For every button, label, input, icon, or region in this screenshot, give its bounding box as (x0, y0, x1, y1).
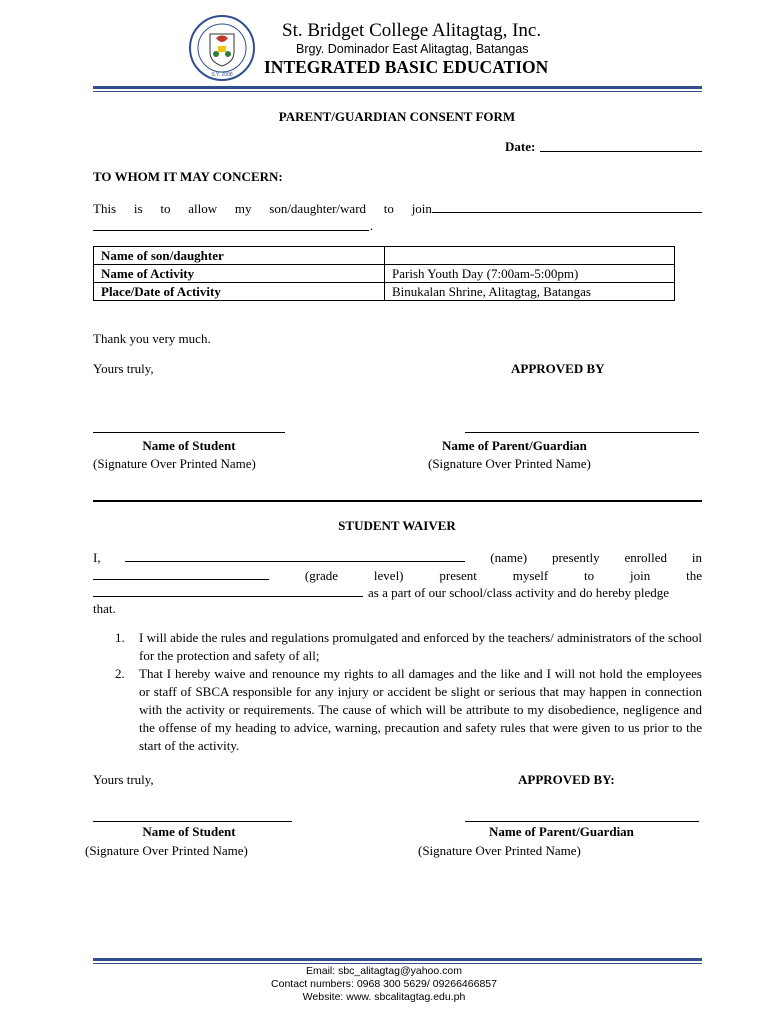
waiver-line-4: that. (93, 601, 116, 616)
waiver-parent-signature-line[interactable] (465, 821, 699, 822)
header-rule (93, 86, 702, 89)
svg-text:S.Y. 2008: S.Y. 2008 (211, 72, 233, 78)
parent-sig-sub: (Signature Over Printed Name) (428, 456, 591, 471)
student-signature-line[interactable] (93, 432, 285, 433)
waiver-grade-field[interactable] (93, 566, 269, 580)
footer-contact: Contact numbers: 0968 300 5629/ 09266466857 (271, 978, 497, 990)
parent-signature-line[interactable] (465, 432, 699, 433)
student-name-label: Name of Student (142, 438, 236, 453)
school-address: Brgy. Dominador East Alitagtag, Batangas (296, 42, 529, 56)
school-seal-logo (188, 14, 256, 82)
allow-statement: This is to allow my son/daughter/ward to join (93, 199, 702, 217)
list-item: 2. That I hereby waive and renounce my rights to all damages and the like and I will not hold the employees or staff of SBCA responsible for any injury or accident be slight or serious that may happen in connection with the activity or requirements. The cause of which will be attribute to my disobedience, negligence and the offense of my heading to advice, warning, precaution and safety rules that were given to us prior to the start of the activity. (115, 666, 702, 753)
footer-email: Email: sbc_alitagtag@yahoo.com (306, 965, 462, 977)
activity-field-continued[interactable] (93, 230, 369, 231)
school-name: St. Bridget College Alitagtag, Inc. (282, 20, 542, 41)
footer-rule-thin (93, 963, 702, 964)
waiver-title: STUDENT WAIVER (338, 518, 456, 533)
waiver-parent-name-label: Name of Parent/Guardian (489, 824, 634, 839)
waiver-line-2: (grade level) present myself to join the (93, 566, 702, 584)
consent-form-title: PARENT/GUARDIAN CONSENT FORM (278, 109, 516, 124)
list-item: 1. I will abide the rules and regulations promulgated and enforced by the teachers/ administrators of the school for the protection and safety of all; (115, 630, 702, 663)
student-name-cell[interactable] (385, 247, 675, 265)
footer-website: Website: www. sbcalitagtag.edu.ph (302, 991, 466, 1003)
salutation: TO WHOM IT MAY CONCERN: (93, 169, 283, 184)
table-row: Name of Activity Parish Youth Day (7:00am-5:00pm) (94, 265, 675, 283)
waiver-line-3: as a part of our school/class activity and do hereby pledge (93, 583, 669, 601)
activity-field[interactable] (432, 199, 702, 213)
waiver-rules-list (93, 629, 702, 755)
waiver-yours-truly: Yours truly, (93, 772, 154, 787)
table-row: Place/Date of Activity Binukalan Shrine, Alitagtag, Batangas (94, 283, 675, 301)
header-rule-thin (93, 91, 702, 92)
waiver-student-name-label: Name of Student (142, 824, 236, 839)
waiver-approved-by: APPROVED BY: (518, 772, 615, 787)
waiver-line-1: I, (name) presently enrolled in (93, 550, 702, 565)
waiver-activity-field[interactable] (93, 583, 363, 597)
footer-rule (93, 958, 702, 961)
activity-info-table (93, 246, 675, 301)
department-title: INTEGRATED BASIC EDUCATION (264, 57, 549, 77)
table-row: Name of son/daughter (94, 247, 675, 265)
student-sig-sub: (Signature Over Printed Name) (93, 456, 256, 471)
section-divider (93, 500, 702, 502)
parent-name-label: Name of Parent/Guardian (442, 438, 587, 453)
waiver-parent-sig-sub: (Signature Over Printed Name) (418, 843, 581, 858)
waiver-name-field[interactable] (125, 548, 465, 562)
waiver-student-sig-sub: (Signature Over Printed Name) (85, 843, 248, 858)
waiver-student-signature-line[interactable] (93, 821, 292, 822)
yours-truly: Yours truly, (93, 361, 154, 376)
date-label: Date: (505, 139, 536, 154)
approved-by: APPROVED BY (511, 361, 605, 376)
thanks-text: Thank you very much. (93, 331, 211, 346)
date-field[interactable] (540, 151, 702, 152)
